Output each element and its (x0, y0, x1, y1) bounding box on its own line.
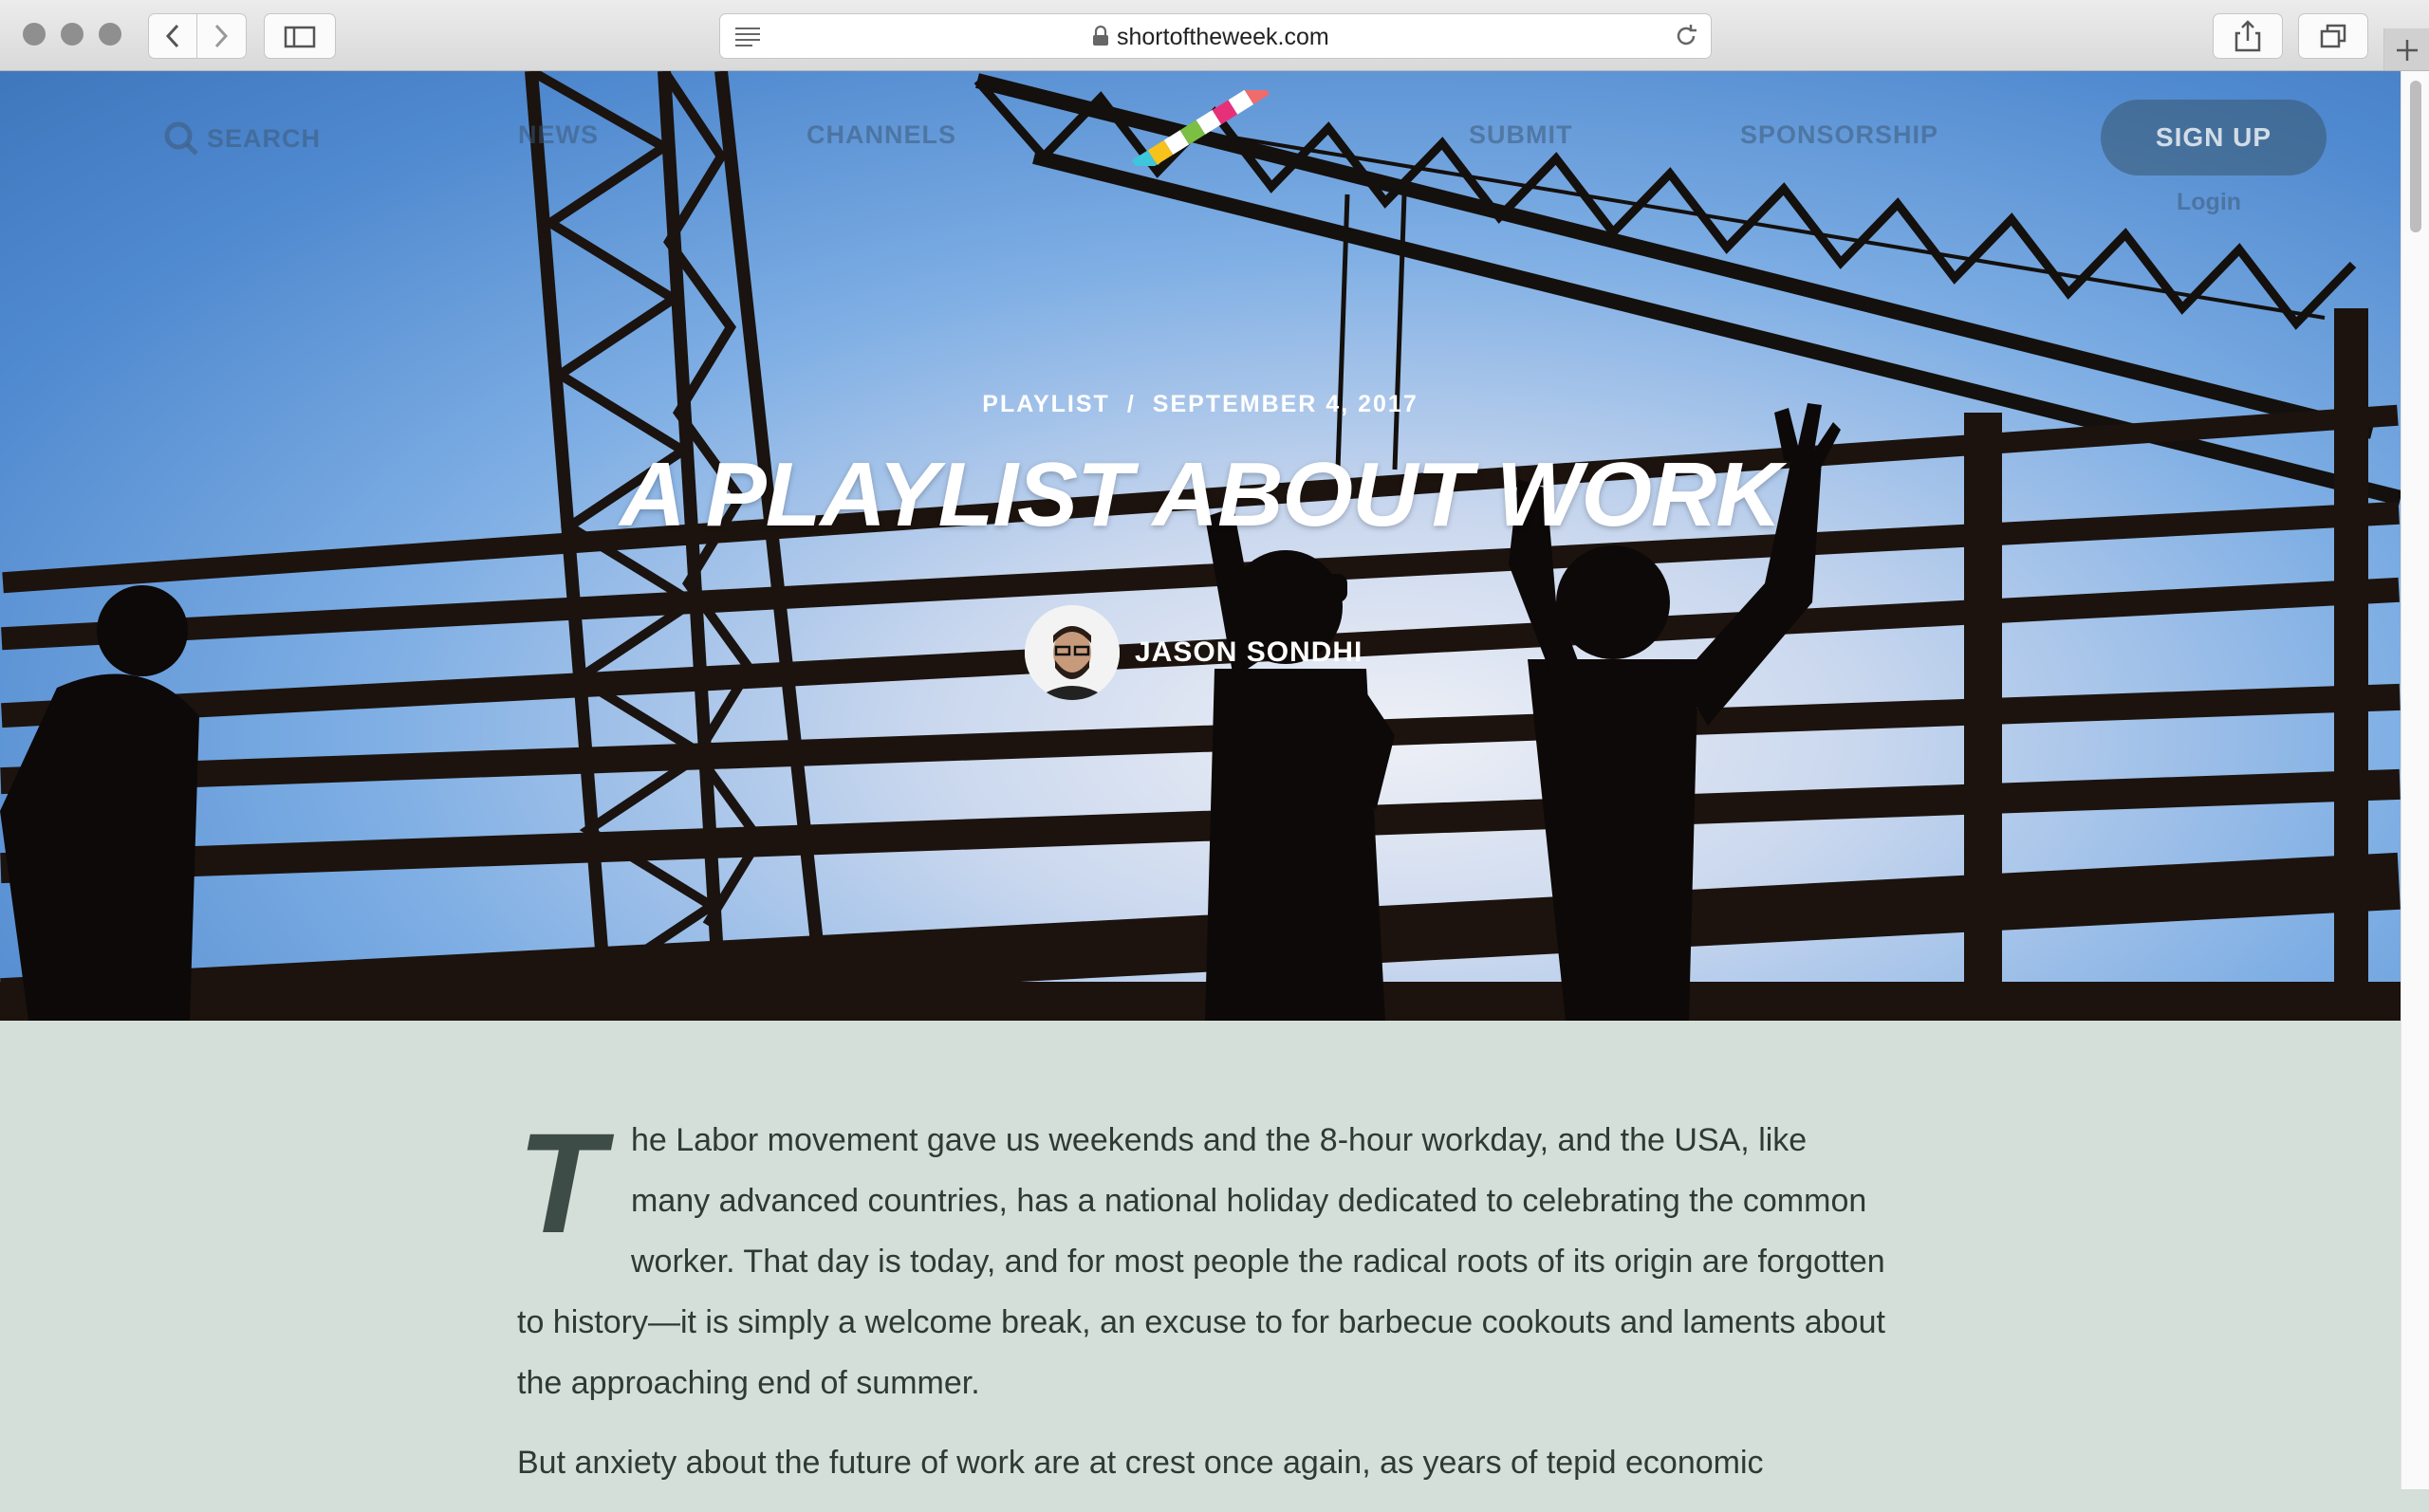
article-body (517, 1103, 1893, 1512)
drop-cap: T (517, 1103, 604, 1263)
login-link[interactable]: Login (2177, 189, 2242, 215)
minimize-window-button[interactable] (61, 23, 83, 46)
post-meta (0, 391, 2401, 418)
post-date: SEPTEMBER 4, 2017 (1152, 391, 1418, 417)
author-byline[interactable] (1025, 605, 1363, 700)
page-title: A PLAYLIST ABOUT WORK (620, 444, 1781, 545)
reader-view-icon[interactable] (733, 26, 762, 46)
plus-icon (2384, 28, 2429, 70)
back-button[interactable] (149, 14, 197, 58)
new-tab-button[interactable] (2383, 28, 2429, 70)
share-button[interactable] (2213, 13, 2283, 59)
sidebar-toggle-button[interactable] (264, 13, 336, 59)
share-icon (2214, 14, 2282, 58)
chevron-right-icon (197, 14, 245, 58)
article-paragraph (517, 1432, 1893, 1493)
hero-banner (0, 71, 2401, 1021)
url-text: shortoftheweek.com (1117, 24, 1329, 50)
sidebar-icon (265, 14, 335, 58)
meta-separator: / (1126, 391, 1136, 417)
site-logo[interactable] (1125, 90, 1277, 166)
reload-icon[interactable] (1673, 23, 1699, 49)
close-window-button[interactable] (23, 23, 46, 46)
search-icon (163, 120, 199, 157)
tabs-icon (2299, 14, 2367, 58)
author-portrait-image (1025, 605, 1120, 700)
forward-button[interactable] (197, 14, 245, 58)
signup-button[interactable]: SIGN UP (2101, 100, 2327, 175)
author-avatar[interactable] (1025, 605, 1120, 700)
zoom-window-button[interactable] (99, 23, 121, 46)
lock-icon (1092, 26, 1109, 46)
search-link[interactable] (163, 120, 321, 157)
history-buttons (148, 13, 247, 59)
article-paragraph (517, 1103, 1893, 1413)
nav-sponsorship[interactable]: SPONSORSHIP (1740, 120, 1939, 149)
chevron-left-icon (149, 14, 196, 58)
nav-news[interactable]: NEWS (518, 120, 599, 149)
page-scrollbar[interactable] (2401, 71, 2429, 1489)
nav-channels[interactable]: CHANNELS (807, 120, 957, 149)
paragraph-text: he Labor movement gave us weekends and the 8-hour workday, and the USA, like many advanced countries, has a national holiday dedicated to celebrating the common worker. That day is today, and for most people the radical roots of its origin are forgotten to history—it is simply a welcome break, an excuse to for barbecue cookouts and laments about the approaching end of summer. (517, 1122, 1885, 1401)
scrollbar-thumb[interactable] (2410, 81, 2421, 232)
paragraph-text: But anxiety about the future of work are at crest once again, as years of tepid economic (517, 1445, 1764, 1481)
show-tabs-button[interactable] (2298, 13, 2368, 59)
author-name[interactable]: JASON SONDHI (1135, 636, 1363, 668)
browser-toolbar (0, 0, 2429, 71)
nav-submit[interactable]: SUBMIT (1469, 120, 1573, 149)
category-link[interactable]: PLAYLIST (982, 391, 1110, 417)
address-bar[interactable] (719, 13, 1712, 59)
search-label: SEARCH (207, 123, 322, 153)
